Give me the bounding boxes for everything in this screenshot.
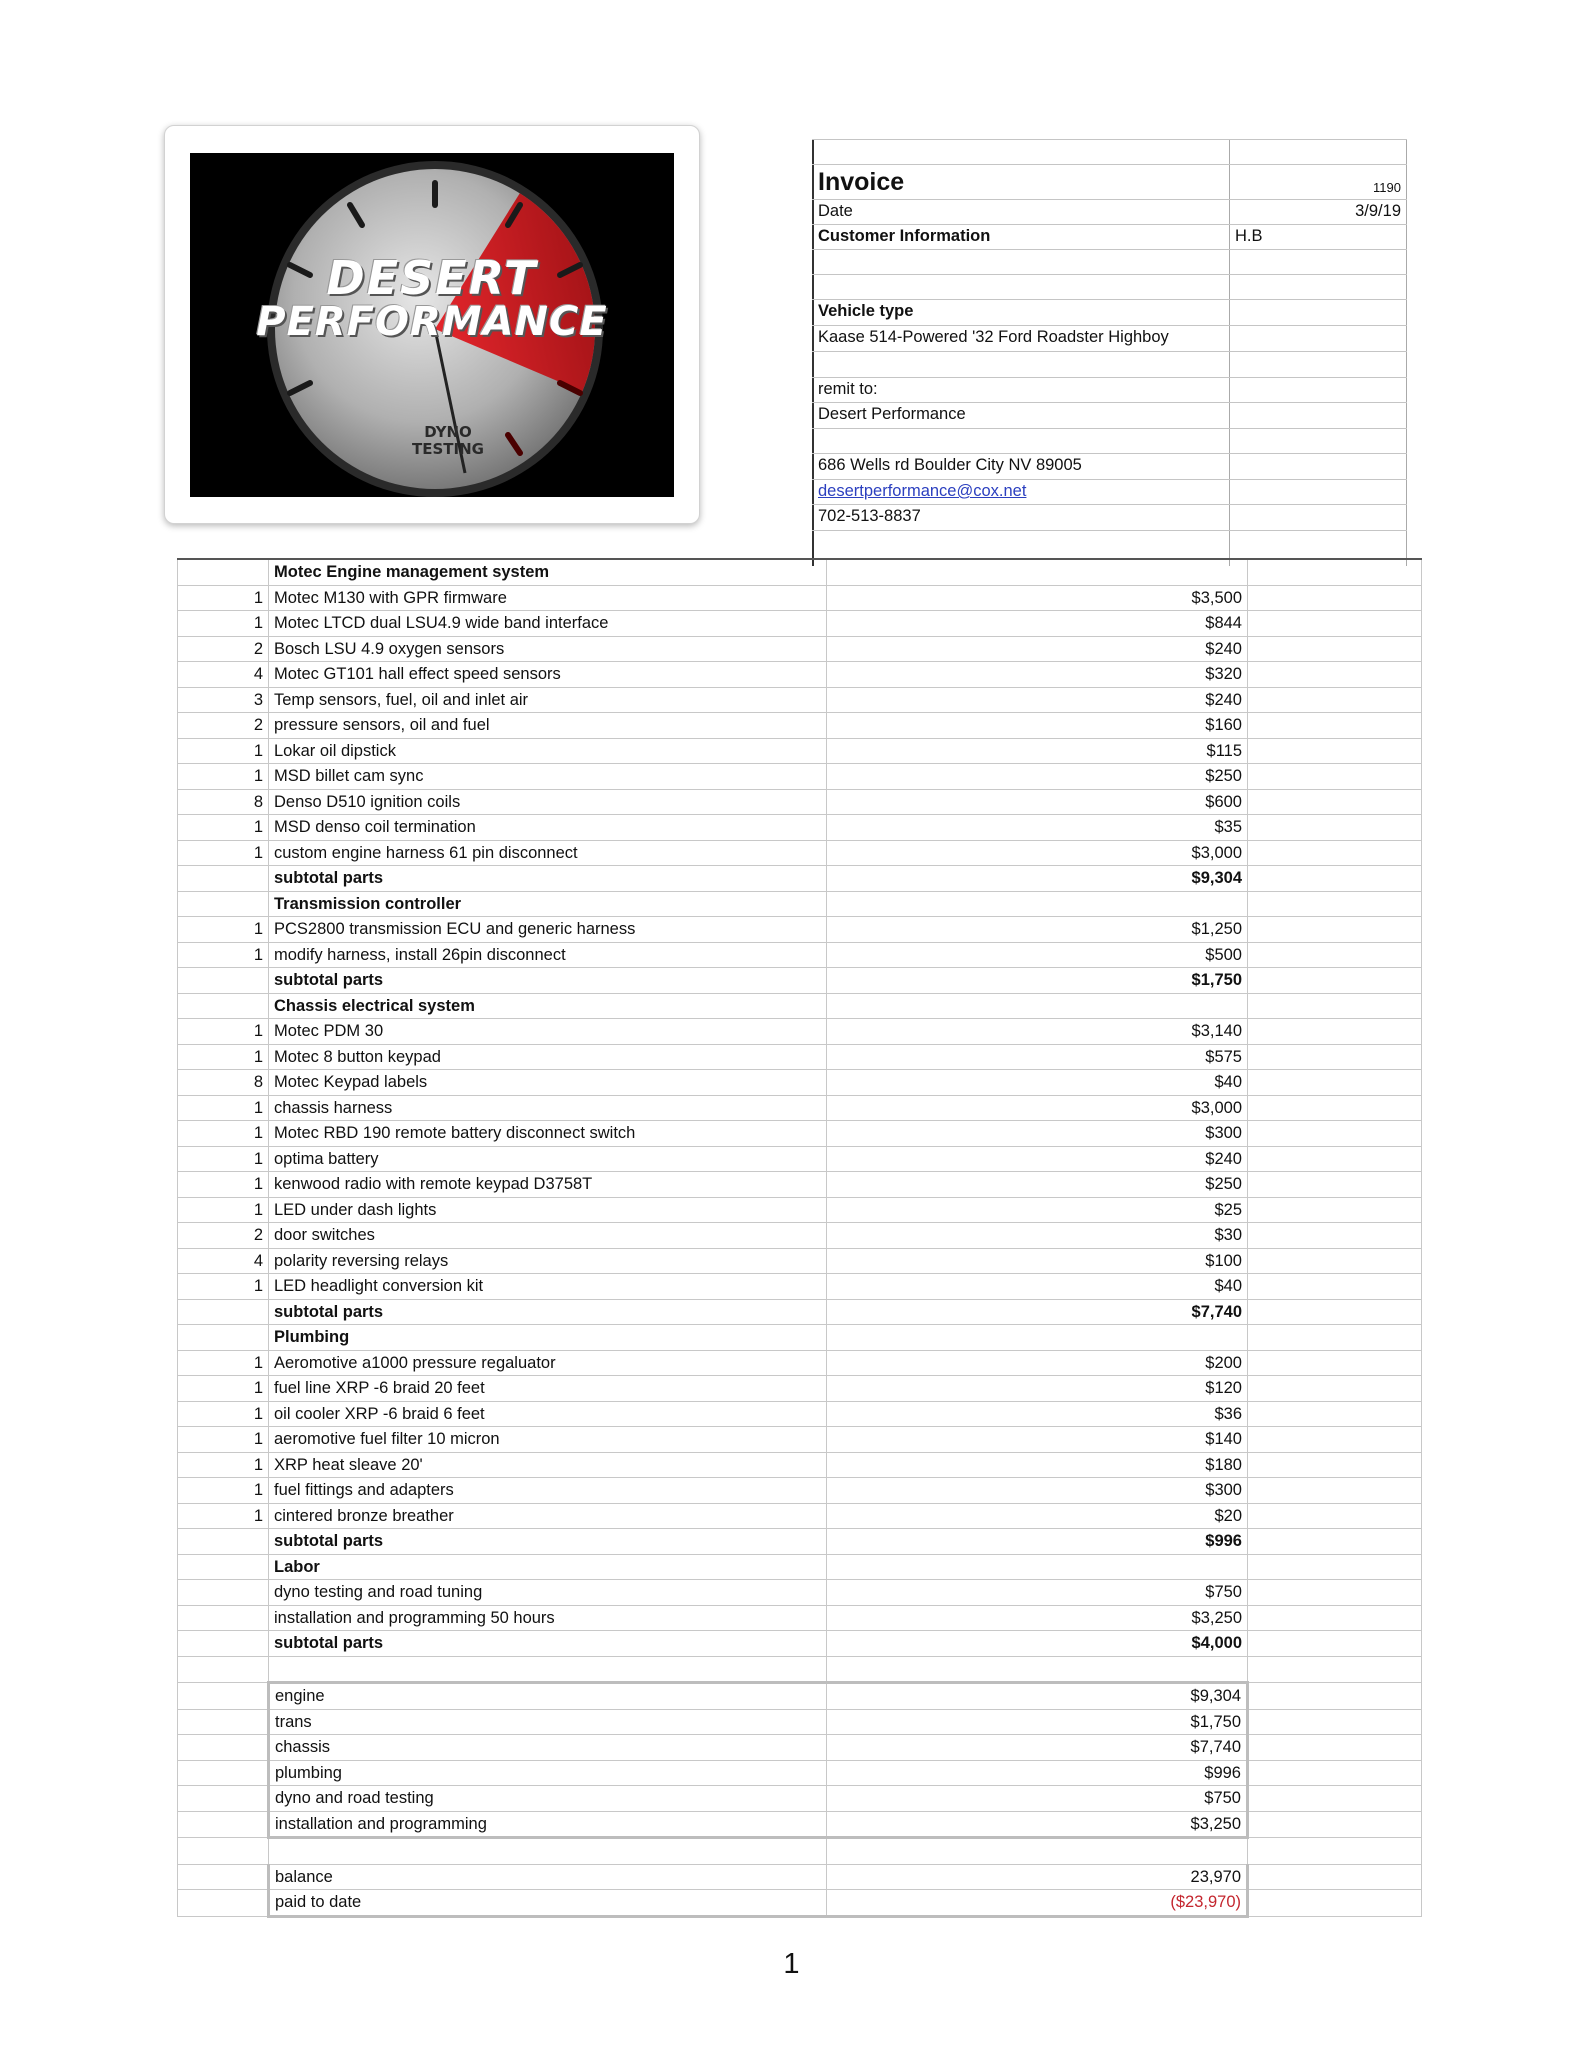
row-amount: $500 bbox=[827, 942, 1248, 968]
row-description: Plumbing bbox=[269, 1325, 827, 1351]
row-description: cintered bronze breather bbox=[269, 1503, 827, 1529]
row-quantity bbox=[178, 1864, 269, 1890]
row-description: Lokar oil dipstick bbox=[269, 738, 827, 764]
row-empty-cell bbox=[1248, 1529, 1422, 1555]
table-row bbox=[178, 1172, 1422, 1198]
table-row bbox=[178, 1786, 1422, 1812]
row-description: Motec 8 button keypad bbox=[269, 1044, 827, 1070]
table-row bbox=[178, 687, 1422, 713]
row-description: trans bbox=[269, 1709, 827, 1735]
row-quantity bbox=[178, 1529, 269, 1555]
row-quantity: 1 bbox=[178, 738, 269, 764]
row-description: Bosch LSU 4.9 oxygen sensors bbox=[269, 636, 827, 662]
invoice-number: 1190 bbox=[1373, 180, 1401, 195]
row-amount: $140 bbox=[827, 1427, 1248, 1453]
row-empty-cell bbox=[1248, 585, 1422, 611]
table-row bbox=[178, 1529, 1422, 1555]
row-quantity: 1 bbox=[178, 917, 269, 943]
row-description: chassis bbox=[269, 1735, 827, 1761]
row-amount: $40 bbox=[827, 1274, 1248, 1300]
row-empty-cell bbox=[1248, 1172, 1422, 1198]
row-description: Motec GT101 hall effect speed sensors bbox=[269, 662, 827, 688]
row-empty-cell bbox=[1248, 1325, 1422, 1351]
row-quantity: 1 bbox=[178, 1019, 269, 1045]
vehicle-value: Kaase 514-Powered '32 Ford Roadster Highboy bbox=[818, 328, 1169, 346]
date-label: Date bbox=[818, 202, 853, 220]
row-description: subtotal parts bbox=[269, 1529, 827, 1555]
table-row bbox=[178, 1095, 1422, 1121]
row-empty-cell bbox=[1248, 789, 1422, 815]
row-quantity bbox=[178, 1838, 269, 1865]
row-empty-cell bbox=[1248, 764, 1422, 790]
row-quantity bbox=[178, 1299, 269, 1325]
row-empty-cell bbox=[1248, 1350, 1422, 1376]
table-row bbox=[178, 1248, 1422, 1274]
table-row bbox=[178, 1890, 1422, 1917]
table-row bbox=[178, 815, 1422, 841]
row-amount: $3,500 bbox=[827, 585, 1248, 611]
row-amount: $20 bbox=[827, 1503, 1248, 1529]
table-row bbox=[178, 1811, 1422, 1838]
row-amount: $750 bbox=[827, 1580, 1248, 1606]
row-description: Labor bbox=[269, 1554, 827, 1580]
table-row bbox=[178, 585, 1422, 611]
line-items-body bbox=[178, 559, 1422, 1916]
row-description: balance bbox=[269, 1864, 827, 1890]
row-amount: $115 bbox=[827, 738, 1248, 764]
header-gridline bbox=[812, 274, 1407, 275]
row-empty-cell bbox=[1248, 1580, 1422, 1606]
row-amount: $7,740 bbox=[827, 1299, 1248, 1325]
row-description: Motec Engine management system bbox=[269, 559, 827, 585]
table-row bbox=[178, 1044, 1422, 1070]
row-description: subtotal parts bbox=[269, 1299, 827, 1325]
row-empty-cell bbox=[1248, 840, 1422, 866]
table-row bbox=[178, 942, 1422, 968]
table-row bbox=[178, 1656, 1422, 1683]
row-description: installation and programming 50 hours bbox=[269, 1605, 827, 1631]
row-description: custom engine harness 61 pin disconnect bbox=[269, 840, 827, 866]
logo-badge-line2: TESTING bbox=[412, 440, 484, 458]
row-empty-cell bbox=[1248, 1070, 1422, 1096]
row-description: subtotal parts bbox=[269, 1631, 827, 1657]
row-description: door switches bbox=[269, 1223, 827, 1249]
table-row bbox=[178, 1197, 1422, 1223]
row-empty-cell bbox=[1248, 1709, 1422, 1735]
row-amount: $25 bbox=[827, 1197, 1248, 1223]
row-empty-cell bbox=[1248, 1376, 1422, 1402]
row-description: engine bbox=[269, 1683, 827, 1710]
row-amount: $320 bbox=[827, 662, 1248, 688]
row-description: LED headlight conversion kit bbox=[269, 1274, 827, 1300]
table-row bbox=[178, 738, 1422, 764]
row-amount bbox=[827, 891, 1248, 917]
table-row bbox=[178, 764, 1422, 790]
table-row bbox=[178, 1631, 1422, 1657]
row-amount: $240 bbox=[827, 1146, 1248, 1172]
row-quantity bbox=[178, 1709, 269, 1735]
row-quantity: 2 bbox=[178, 713, 269, 739]
table-row bbox=[178, 1146, 1422, 1172]
header-gridline bbox=[812, 164, 1407, 165]
row-quantity bbox=[178, 1656, 269, 1683]
row-empty-cell bbox=[1248, 1811, 1422, 1838]
header-gridline bbox=[812, 377, 1407, 378]
table-row bbox=[178, 1427, 1422, 1453]
row-quantity: 1 bbox=[178, 1503, 269, 1529]
row-quantity: 1 bbox=[178, 942, 269, 968]
row-amount: $3,250 bbox=[827, 1811, 1248, 1838]
row-amount: $240 bbox=[827, 636, 1248, 662]
row-amount: $9,304 bbox=[827, 866, 1248, 892]
row-empty-cell bbox=[1248, 662, 1422, 688]
row-amount: $200 bbox=[827, 1350, 1248, 1376]
table-row bbox=[178, 1554, 1422, 1580]
row-amount: 23,970 bbox=[827, 1864, 1248, 1890]
row-empty-cell bbox=[1248, 1631, 1422, 1657]
table-row bbox=[178, 1760, 1422, 1786]
table-row bbox=[178, 866, 1422, 892]
row-description: Motec Keypad labels bbox=[269, 1070, 827, 1096]
row-empty-cell bbox=[1248, 891, 1422, 917]
row-description: installation and programming bbox=[269, 1811, 827, 1838]
row-quantity: 8 bbox=[178, 789, 269, 815]
line-items-table bbox=[177, 558, 1422, 1918]
row-amount: $100 bbox=[827, 1248, 1248, 1274]
row-quantity bbox=[178, 1325, 269, 1351]
row-amount: $40 bbox=[827, 1070, 1248, 1096]
row-description: XRP heat sleave 20' bbox=[269, 1452, 827, 1478]
table-row bbox=[178, 1452, 1422, 1478]
table-row bbox=[178, 1401, 1422, 1427]
row-quantity bbox=[178, 891, 269, 917]
table-row bbox=[178, 1223, 1422, 1249]
row-description: subtotal parts bbox=[269, 866, 827, 892]
row-quantity bbox=[178, 993, 269, 1019]
table-row bbox=[178, 636, 1422, 662]
row-description: kenwood radio with remote keypad D3758T bbox=[269, 1172, 827, 1198]
header-gridline bbox=[812, 139, 1407, 140]
table-row bbox=[178, 891, 1422, 917]
row-description: Temp sensors, fuel, oil and inlet air bbox=[269, 687, 827, 713]
row-empty-cell bbox=[1248, 1401, 1422, 1427]
row-description: Denso D510 ignition coils bbox=[269, 789, 827, 815]
row-quantity bbox=[178, 1554, 269, 1580]
header-gridline bbox=[812, 530, 1407, 531]
row-description: subtotal parts bbox=[269, 968, 827, 994]
row-quantity bbox=[178, 1631, 269, 1657]
row-amount: $300 bbox=[827, 1121, 1248, 1147]
row-quantity bbox=[178, 559, 269, 585]
row-empty-cell bbox=[1248, 713, 1422, 739]
table-row bbox=[178, 789, 1422, 815]
row-description: oil cooler XRP -6 braid 6 feet bbox=[269, 1401, 827, 1427]
table-row bbox=[178, 1019, 1422, 1045]
row-description: MSD denso coil termination bbox=[269, 815, 827, 841]
row-description: Transmission controller bbox=[269, 891, 827, 917]
row-empty-cell bbox=[1248, 917, 1422, 943]
row-empty-cell bbox=[1248, 1095, 1422, 1121]
date-value: 3/9/19 bbox=[1355, 202, 1401, 220]
row-description bbox=[269, 1656, 827, 1683]
row-quantity: 1 bbox=[178, 585, 269, 611]
customer-value: H.B bbox=[1235, 227, 1263, 245]
row-empty-cell bbox=[1248, 1605, 1422, 1631]
row-amount: $1,750 bbox=[827, 1709, 1248, 1735]
row-quantity: 1 bbox=[178, 764, 269, 790]
row-description: Motec M130 with GPR firmware bbox=[269, 585, 827, 611]
row-description: plumbing bbox=[269, 1760, 827, 1786]
row-empty-cell bbox=[1248, 1044, 1422, 1070]
row-description: fuel fittings and adapters bbox=[269, 1478, 827, 1504]
table-row bbox=[178, 662, 1422, 688]
row-description bbox=[269, 1838, 827, 1865]
row-description: LED under dash lights bbox=[269, 1197, 827, 1223]
row-empty-cell bbox=[1248, 1683, 1422, 1710]
row-quantity: 2 bbox=[178, 1223, 269, 1249]
row-quantity: 1 bbox=[178, 1350, 269, 1376]
row-quantity: 1 bbox=[178, 1121, 269, 1147]
table-row bbox=[178, 559, 1422, 585]
row-quantity: 3 bbox=[178, 687, 269, 713]
table-row bbox=[178, 840, 1422, 866]
row-description: dyno testing and road tuning bbox=[269, 1580, 827, 1606]
row-empty-cell bbox=[1248, 1121, 1422, 1147]
row-description: Motec RBD 190 remote battery disconnect switch bbox=[269, 1121, 827, 1147]
row-amount bbox=[827, 1554, 1248, 1580]
row-empty-cell bbox=[1248, 1760, 1422, 1786]
table-row bbox=[178, 993, 1422, 1019]
table-row bbox=[178, 1838, 1422, 1865]
row-quantity: 1 bbox=[178, 1197, 269, 1223]
row-description: polarity reversing relays bbox=[269, 1248, 827, 1274]
company-logo-card bbox=[164, 125, 700, 524]
row-description: Motec PDM 30 bbox=[269, 1019, 827, 1045]
row-quantity: 1 bbox=[178, 1427, 269, 1453]
row-quantity: 1 bbox=[178, 1274, 269, 1300]
row-quantity: 1 bbox=[178, 611, 269, 637]
row-amount: $250 bbox=[827, 764, 1248, 790]
row-quantity: 2 bbox=[178, 636, 269, 662]
row-amount bbox=[827, 1325, 1248, 1351]
row-amount: $36 bbox=[827, 1401, 1248, 1427]
row-empty-cell bbox=[1248, 1248, 1422, 1274]
row-amount: $180 bbox=[827, 1452, 1248, 1478]
row-amount: $1,750 bbox=[827, 968, 1248, 994]
table-row bbox=[178, 1274, 1422, 1300]
row-quantity: 1 bbox=[178, 815, 269, 841]
address: 686 Wells rd Boulder City NV 89005 bbox=[818, 456, 1082, 474]
remit-name: Desert Performance bbox=[818, 405, 966, 423]
row-empty-cell bbox=[1248, 611, 1422, 637]
row-amount: $30 bbox=[827, 1223, 1248, 1249]
table-row bbox=[178, 1325, 1422, 1351]
table-row bbox=[178, 713, 1422, 739]
row-quantity bbox=[178, 866, 269, 892]
row-empty-cell bbox=[1248, 1299, 1422, 1325]
row-empty-cell bbox=[1248, 968, 1422, 994]
row-empty-cell bbox=[1248, 687, 1422, 713]
table-row bbox=[178, 1735, 1422, 1761]
row-quantity bbox=[178, 1890, 269, 1917]
row-empty-cell bbox=[1248, 636, 1422, 662]
row-quantity bbox=[178, 1786, 269, 1812]
row-quantity: 1 bbox=[178, 1401, 269, 1427]
row-empty-cell bbox=[1248, 1452, 1422, 1478]
row-empty-cell bbox=[1248, 1735, 1422, 1761]
row-empty-cell bbox=[1248, 1503, 1422, 1529]
row-description: pressure sensors, oil and fuel bbox=[269, 713, 827, 739]
row-description: fuel line XRP -6 braid 20 feet bbox=[269, 1376, 827, 1402]
row-amount: $844 bbox=[827, 611, 1248, 637]
remit-label: remit to: bbox=[818, 380, 878, 398]
row-amount: $750 bbox=[827, 1786, 1248, 1812]
row-description: Aeromotive a1000 pressure regaluator bbox=[269, 1350, 827, 1376]
table-row bbox=[178, 1376, 1422, 1402]
row-description: Chassis electrical system bbox=[269, 993, 827, 1019]
row-amount: ($23,970) bbox=[827, 1890, 1248, 1917]
row-empty-cell bbox=[1248, 1427, 1422, 1453]
row-amount bbox=[827, 993, 1248, 1019]
vehicle-label: Vehicle type bbox=[818, 302, 914, 320]
row-quantity: 1 bbox=[178, 1478, 269, 1504]
row-empty-cell bbox=[1248, 942, 1422, 968]
row-amount: $600 bbox=[827, 789, 1248, 815]
row-amount: $575 bbox=[827, 1044, 1248, 1070]
row-description: Motec LTCD dual LSU4.9 wide band interface bbox=[269, 611, 827, 637]
row-empty-cell bbox=[1248, 738, 1422, 764]
header-gridline bbox=[812, 351, 1407, 352]
row-amount: $4,000 bbox=[827, 1631, 1248, 1657]
row-empty-cell bbox=[1248, 1274, 1422, 1300]
row-quantity: 8 bbox=[178, 1070, 269, 1096]
row-quantity bbox=[178, 1735, 269, 1761]
table-row bbox=[178, 917, 1422, 943]
table-row bbox=[178, 1121, 1422, 1147]
row-empty-cell bbox=[1248, 1197, 1422, 1223]
table-row bbox=[178, 1478, 1422, 1504]
row-quantity bbox=[178, 1580, 269, 1606]
row-empty-cell bbox=[1248, 559, 1422, 585]
table-row bbox=[178, 611, 1422, 637]
row-quantity bbox=[178, 1605, 269, 1631]
row-description: chassis harness bbox=[269, 1095, 827, 1121]
row-quantity: 1 bbox=[178, 1146, 269, 1172]
row-description: PCS2800 transmission ECU and generic harness bbox=[269, 917, 827, 943]
row-empty-cell bbox=[1248, 1019, 1422, 1045]
row-empty-cell bbox=[1248, 1864, 1422, 1890]
row-description: dyno and road testing bbox=[269, 1786, 827, 1812]
row-empty-cell bbox=[1248, 1838, 1422, 1865]
invoice-title: Invoice bbox=[818, 168, 905, 196]
row-description: aeromotive fuel filter 10 micron bbox=[269, 1427, 827, 1453]
row-amount: $3,140 bbox=[827, 1019, 1248, 1045]
row-amount: $7,740 bbox=[827, 1735, 1248, 1761]
header-gridline bbox=[812, 428, 1407, 429]
logo-badge-line1: DYNO bbox=[424, 423, 472, 441]
row-amount: $35 bbox=[827, 815, 1248, 841]
table-row bbox=[178, 1503, 1422, 1529]
row-amount: $160 bbox=[827, 713, 1248, 739]
header-divider-left bbox=[812, 139, 814, 566]
table-row bbox=[178, 968, 1422, 994]
row-description: MSD billet cam sync bbox=[269, 764, 827, 790]
header-gridline bbox=[812, 249, 1407, 250]
phone: 702-513-8837 bbox=[818, 507, 921, 525]
row-quantity bbox=[178, 1760, 269, 1786]
email-link[interactable]: desertperformance@cox.net bbox=[818, 482, 1027, 500]
row-quantity: 1 bbox=[178, 1376, 269, 1402]
table-row bbox=[178, 1683, 1422, 1710]
row-amount bbox=[827, 1656, 1248, 1683]
page-number: 1 bbox=[783, 1948, 800, 1980]
row-quantity: 1 bbox=[178, 840, 269, 866]
customer-label: Customer Information bbox=[818, 227, 991, 245]
row-amount bbox=[827, 559, 1248, 585]
row-amount: $1,250 bbox=[827, 917, 1248, 943]
row-amount: $996 bbox=[827, 1760, 1248, 1786]
table-row bbox=[178, 1864, 1422, 1890]
row-amount: $250 bbox=[827, 1172, 1248, 1198]
table-row bbox=[178, 1350, 1422, 1376]
table-row bbox=[178, 1605, 1422, 1631]
row-amount: $3,000 bbox=[827, 840, 1248, 866]
invoice-header bbox=[812, 139, 1407, 566]
row-empty-cell bbox=[1248, 993, 1422, 1019]
table-row bbox=[178, 1580, 1422, 1606]
header-divider-right bbox=[1406, 139, 1407, 566]
company-logo bbox=[190, 153, 674, 497]
logo-word-performance: PERFORMANCE bbox=[256, 299, 608, 345]
row-quantity: 1 bbox=[178, 1452, 269, 1478]
row-amount: $996 bbox=[827, 1529, 1248, 1555]
row-empty-cell bbox=[1248, 866, 1422, 892]
row-quantity: 1 bbox=[178, 1172, 269, 1198]
row-empty-cell bbox=[1248, 1786, 1422, 1812]
row-amount: $3,000 bbox=[827, 1095, 1248, 1121]
table-row bbox=[178, 1299, 1422, 1325]
row-empty-cell bbox=[1248, 1223, 1422, 1249]
row-empty-cell bbox=[1248, 1554, 1422, 1580]
row-amount: $300 bbox=[827, 1478, 1248, 1504]
row-amount: $120 bbox=[827, 1376, 1248, 1402]
row-empty-cell bbox=[1248, 1478, 1422, 1504]
logo-word-desert: DESERT bbox=[326, 251, 538, 305]
row-description: paid to date bbox=[269, 1890, 827, 1917]
row-empty-cell bbox=[1248, 815, 1422, 841]
row-amount bbox=[827, 1838, 1248, 1865]
row-description: optima battery bbox=[269, 1146, 827, 1172]
table-row bbox=[178, 1709, 1422, 1735]
row-quantity bbox=[178, 1683, 269, 1710]
row-empty-cell bbox=[1248, 1890, 1422, 1917]
row-description: modify harness, install 26pin disconnect bbox=[269, 942, 827, 968]
row-quantity bbox=[178, 968, 269, 994]
row-amount: $240 bbox=[827, 687, 1248, 713]
row-amount: $3,250 bbox=[827, 1605, 1248, 1631]
row-quantity: 1 bbox=[178, 1044, 269, 1070]
row-quantity: 4 bbox=[178, 662, 269, 688]
row-quantity: 4 bbox=[178, 1248, 269, 1274]
row-quantity: 1 bbox=[178, 1095, 269, 1121]
row-empty-cell bbox=[1248, 1656, 1422, 1683]
row-amount: $9,304 bbox=[827, 1683, 1248, 1710]
row-quantity bbox=[178, 1811, 269, 1838]
table-row bbox=[178, 1070, 1422, 1096]
row-empty-cell bbox=[1248, 1146, 1422, 1172]
